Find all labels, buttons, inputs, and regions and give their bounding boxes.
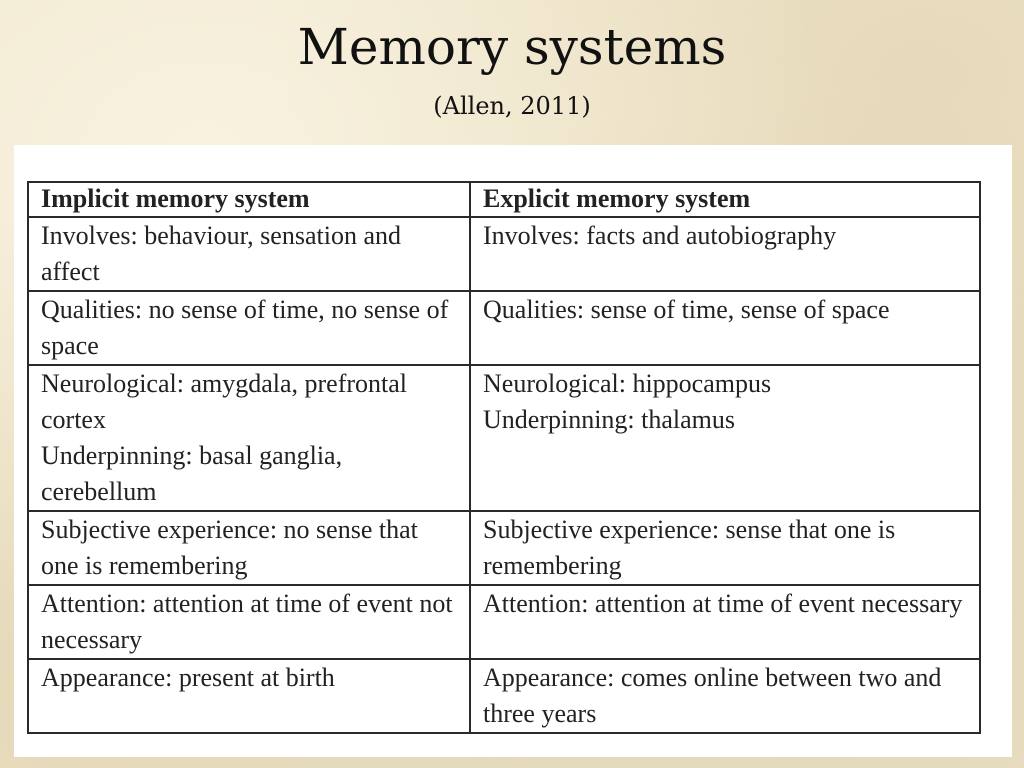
implicit-cell: [28, 585, 470, 659]
cell-text: Involves: facts and autobiography: [483, 221, 837, 250]
cell-text: Subjective experience: sense that one is remembering: [483, 515, 896, 580]
cell-text: Attention: attention at time of event necessary: [483, 589, 963, 618]
cell-text: Involves: behaviour, sensation and affect: [41, 221, 401, 286]
slide-subtitle: (Allen, 2011): [433, 92, 591, 120]
cell-text: Qualities: no sense of time, no sense of space: [41, 295, 449, 360]
table-panel: [14, 145, 1012, 757]
explicit-cell: [470, 217, 980, 291]
explicit-cell: [470, 291, 980, 365]
cell-text: Appearance: comes online between two and three years: [483, 663, 942, 728]
implicit-cell: [28, 291, 470, 365]
cell-text: Neurological: hippocampus: [483, 369, 772, 398]
memory-systems-table: [27, 181, 981, 734]
explicit-cell: [470, 365, 980, 511]
table-row: [28, 511, 980, 585]
explicit-cell: [470, 585, 980, 659]
cell-text: Attention: attention at time of event not necessary: [41, 589, 453, 654]
header-explicit: Explicit memory system: [470, 182, 980, 217]
implicit-cell: [28, 217, 470, 291]
slide-title: Memory systems: [297, 18, 727, 76]
cell-text: Underpinning: basal ganglia, cerebellum: [41, 441, 343, 506]
explicit-cell: [470, 511, 980, 585]
cell-text: Qualities: sense of time, sense of space: [483, 295, 890, 324]
explicit-cell: [470, 659, 980, 733]
cell-text: Appearance: present at birth: [41, 663, 335, 692]
table-row: [28, 659, 980, 733]
implicit-cell: [28, 365, 470, 511]
cell-text: Neurological: amygdala, prefrontal cortex: [41, 369, 408, 434]
cell-text: Subjective experience: no sense that one is remembering: [41, 515, 418, 580]
table-row: [28, 291, 980, 365]
implicit-cell: [28, 511, 470, 585]
cell-text: Underpinning: thalamus: [483, 405, 736, 434]
table-row: [28, 217, 980, 291]
table-header-row: [28, 182, 980, 217]
table-row: [28, 365, 980, 511]
implicit-cell: [28, 659, 470, 733]
header-implicit: Implicit memory system: [28, 182, 470, 217]
table-row: [28, 585, 980, 659]
